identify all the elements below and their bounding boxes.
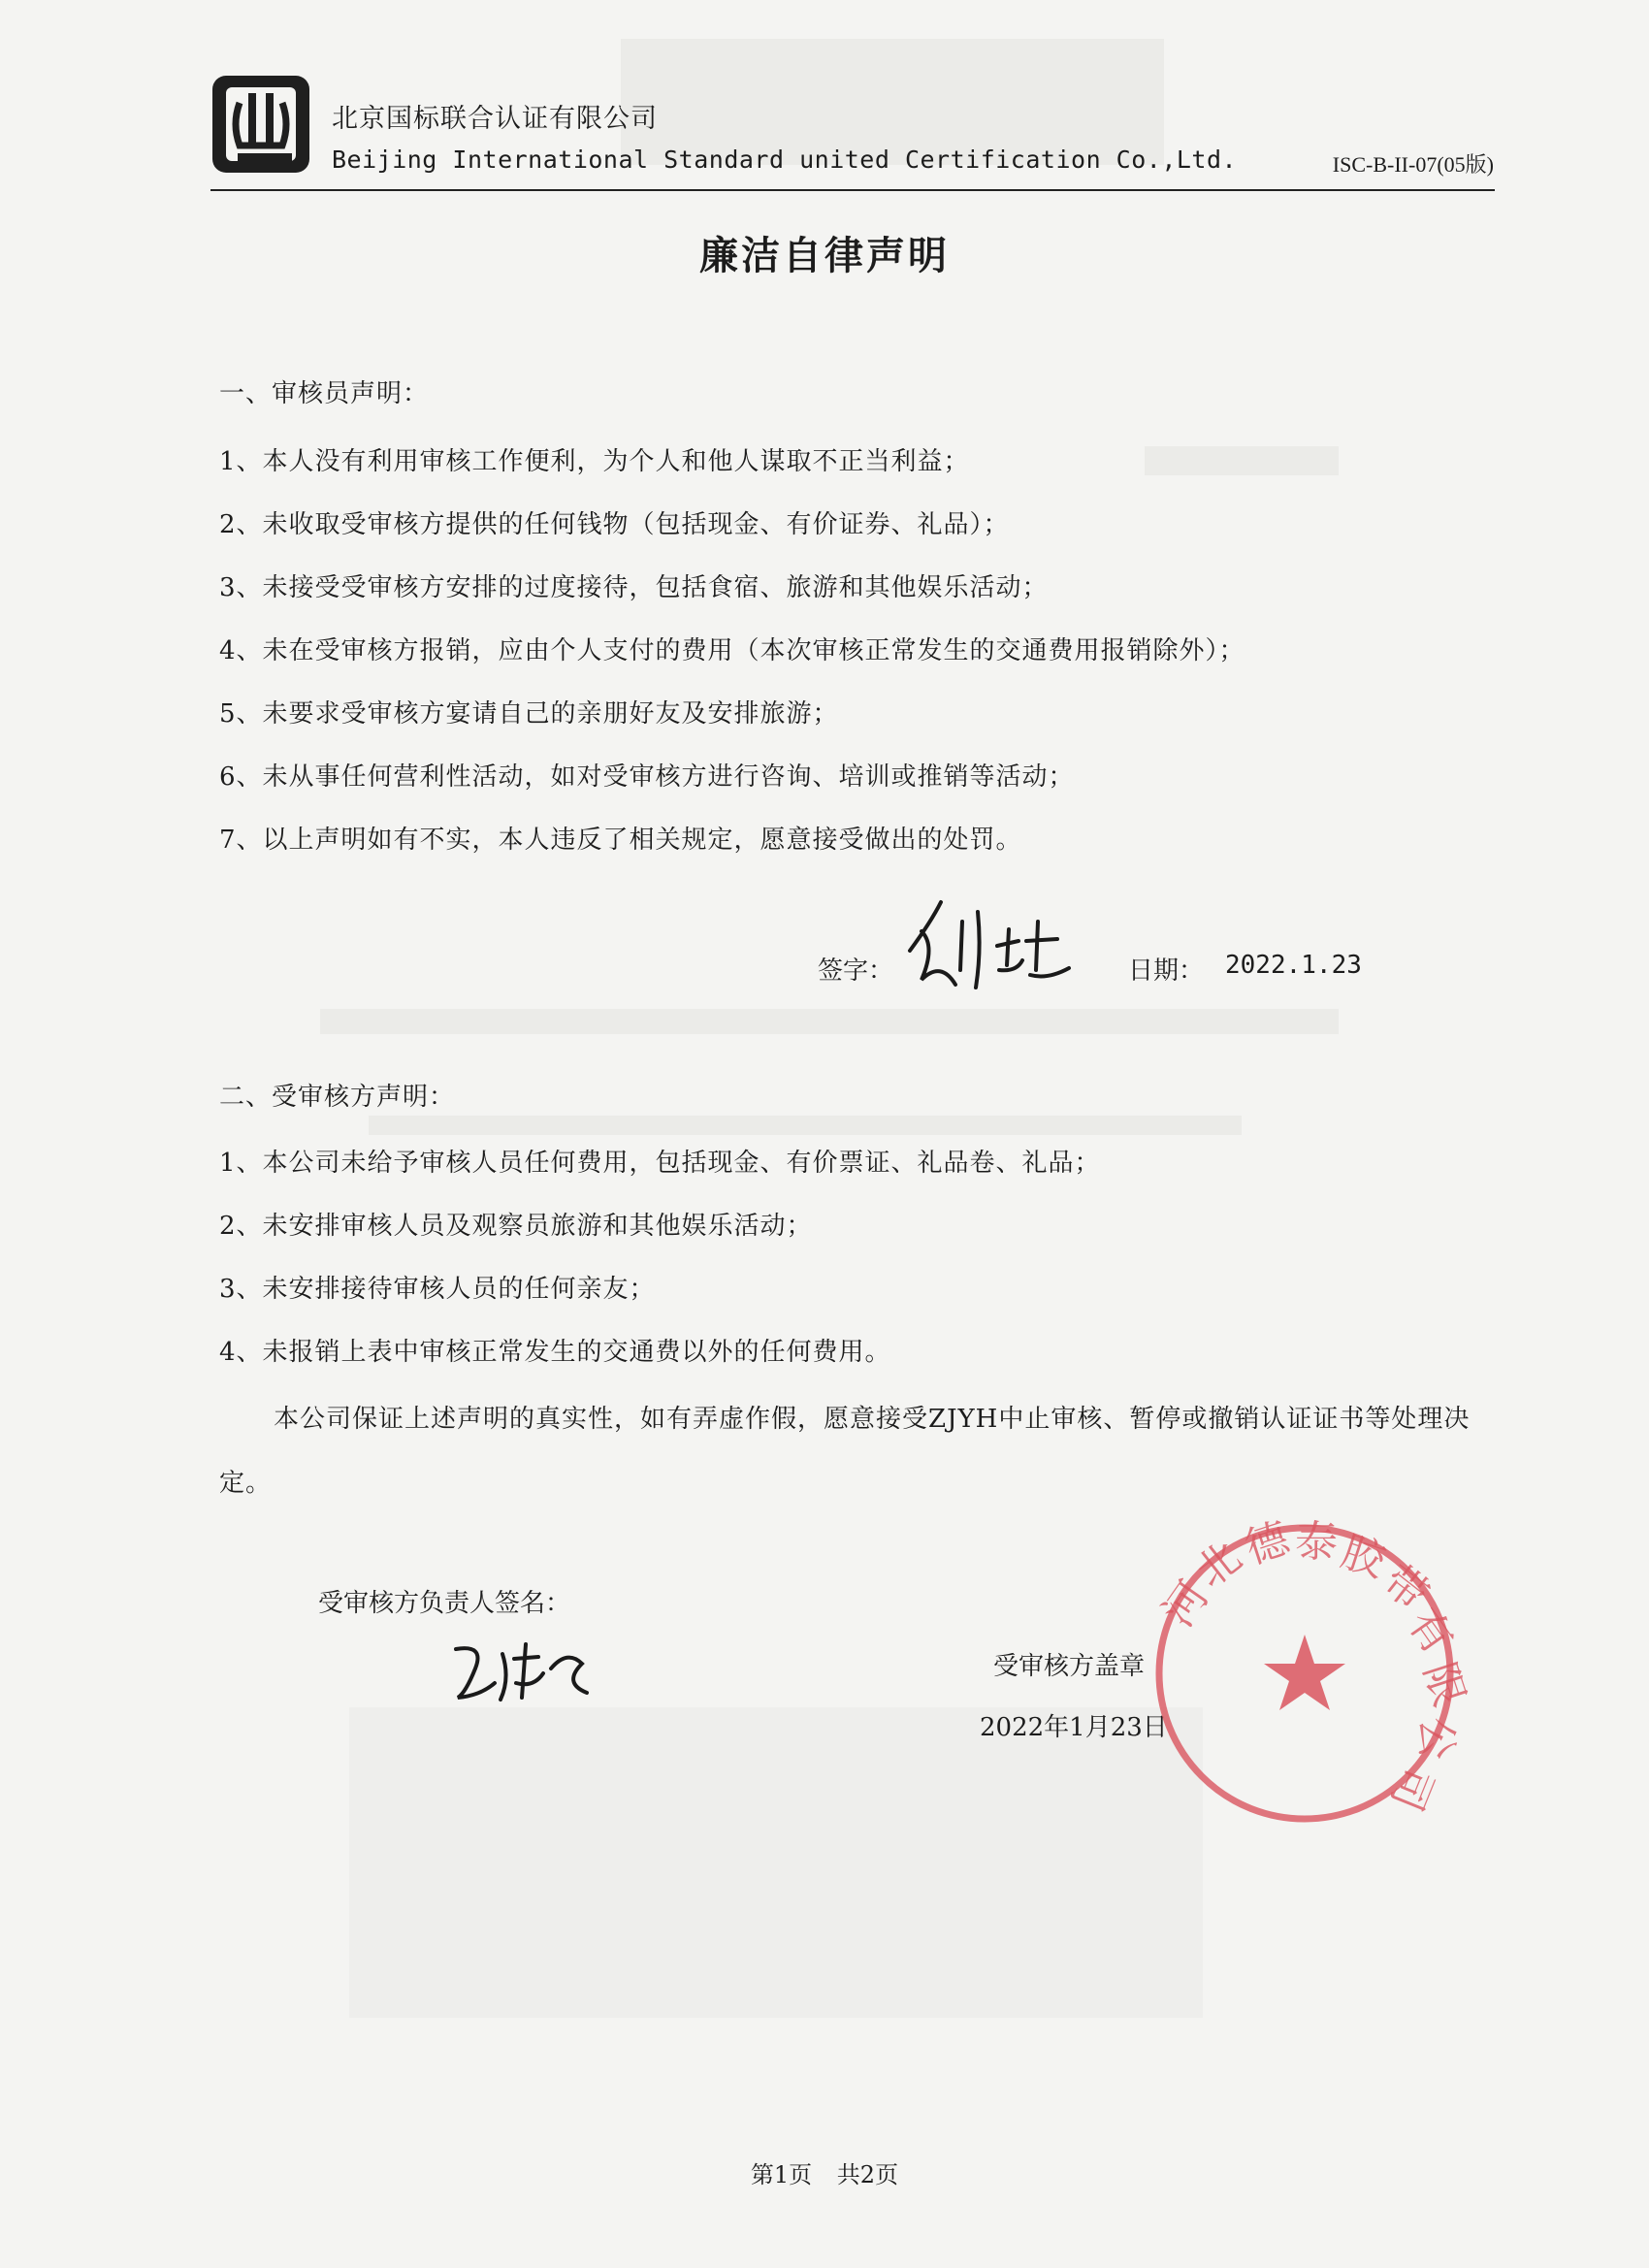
auditor-sign-label: 签字： bbox=[818, 956, 894, 986]
auditor-item: 2、未收取受审核方提供的任何钱物（包括现金、有价证券、礼品）； bbox=[219, 510, 1010, 539]
svg-text:司: 司 bbox=[1380, 1759, 1443, 1818]
guarantee-paragraph: 本公司保证上述声明的真实性，如有弄虚作假，愿意接受ZJYH中止审核、暂停或撤销认证证书等处理决定。 bbox=[219, 1405, 1471, 1498]
auditee-item: 4、未报销上表中审核正常发生的交通费以外的任何费用。 bbox=[219, 1338, 891, 1367]
company-seal bbox=[1145, 1513, 1474, 1833]
form-code: ISC-B-II-07(05版) bbox=[1332, 152, 1494, 177]
svg-text:泰: 泰 bbox=[1295, 1517, 1338, 1567]
svg-text:胶: 胶 bbox=[1335, 1526, 1392, 1588]
company-name-cn: 北京国标联合认证有限公司 bbox=[332, 104, 658, 134]
seal-label: 受审核方盖章 bbox=[993, 1652, 1146, 1681]
auditor-item: 1、本人没有利用审核工作便利，为个人和他人谋取不正当利益； bbox=[219, 447, 970, 476]
svg-text:带: 带 bbox=[1374, 1555, 1439, 1621]
section-heading-auditor: 一、审核员声明： bbox=[219, 379, 430, 408]
date-label: 日期： bbox=[1128, 956, 1205, 986]
seal-date: 2022年1月23日 bbox=[980, 1713, 1168, 1742]
auditee-item: 3、未安排接待审核人员的任何亲友； bbox=[219, 1275, 656, 1304]
auditee-item: 2、未安排审核人员及观察员旅游和其他娱乐活动； bbox=[219, 1212, 813, 1241]
auditor-item: 4、未在受审核方报销，应由个人支付的费用（本次审核正常发生的交通费用报销除外）； bbox=[219, 636, 1245, 665]
scan-artifact bbox=[1145, 446, 1339, 475]
svg-text:公: 公 bbox=[1411, 1717, 1461, 1760]
auditor-item: 3、未接受受审核方安排的过度接待，包括食宿、旅游和其他娱乐活动； bbox=[219, 573, 1049, 602]
scan-artifact bbox=[349, 1707, 1203, 2018]
company-logo bbox=[210, 74, 311, 175]
document-title: 廉洁自律声明 bbox=[699, 234, 950, 278]
auditor-item: 7、以上声明如有不实，本人违反了相关规定，愿意接受做出的处罚。 bbox=[219, 826, 1022, 855]
header-divider bbox=[210, 189, 1495, 191]
svg-text:河: 河 bbox=[1153, 1572, 1219, 1636]
scan-artifact bbox=[369, 1116, 1242, 1135]
date-value: 2022.1.23 bbox=[1225, 951, 1362, 980]
auditor-item: 5、未要求受审核方宴请自己的亲朋好友及安排旅游； bbox=[219, 699, 839, 729]
company-name-en: Beijing International Standard united Certification Co.,Ltd. bbox=[332, 146, 1238, 174]
section-heading-auditee: 二、受审核方声明： bbox=[219, 1083, 456, 1112]
responsible-signature bbox=[446, 1630, 592, 1707]
svg-text:限: 限 bbox=[1413, 1656, 1474, 1713]
page-footer: 第1页 共2页 bbox=[750, 2161, 899, 2188]
svg-text:德: 德 bbox=[1239, 1513, 1296, 1574]
responsible-sign-label: 受审核方负责人签名： bbox=[318, 1589, 571, 1618]
scan-artifact bbox=[320, 1009, 1339, 1034]
auditee-item: 1、本公司未给予审核人员任何费用，包括现金、有价票证、礼品卷、礼品； bbox=[219, 1149, 1101, 1178]
auditor-item: 6、未从事任何营利性活动，如对受审核方进行咨询、培训或推销等活动； bbox=[219, 762, 1075, 792]
svg-text:北: 北 bbox=[1186, 1532, 1251, 1598]
auditor-signature bbox=[902, 892, 1077, 999]
svg-text:有: 有 bbox=[1397, 1600, 1464, 1664]
